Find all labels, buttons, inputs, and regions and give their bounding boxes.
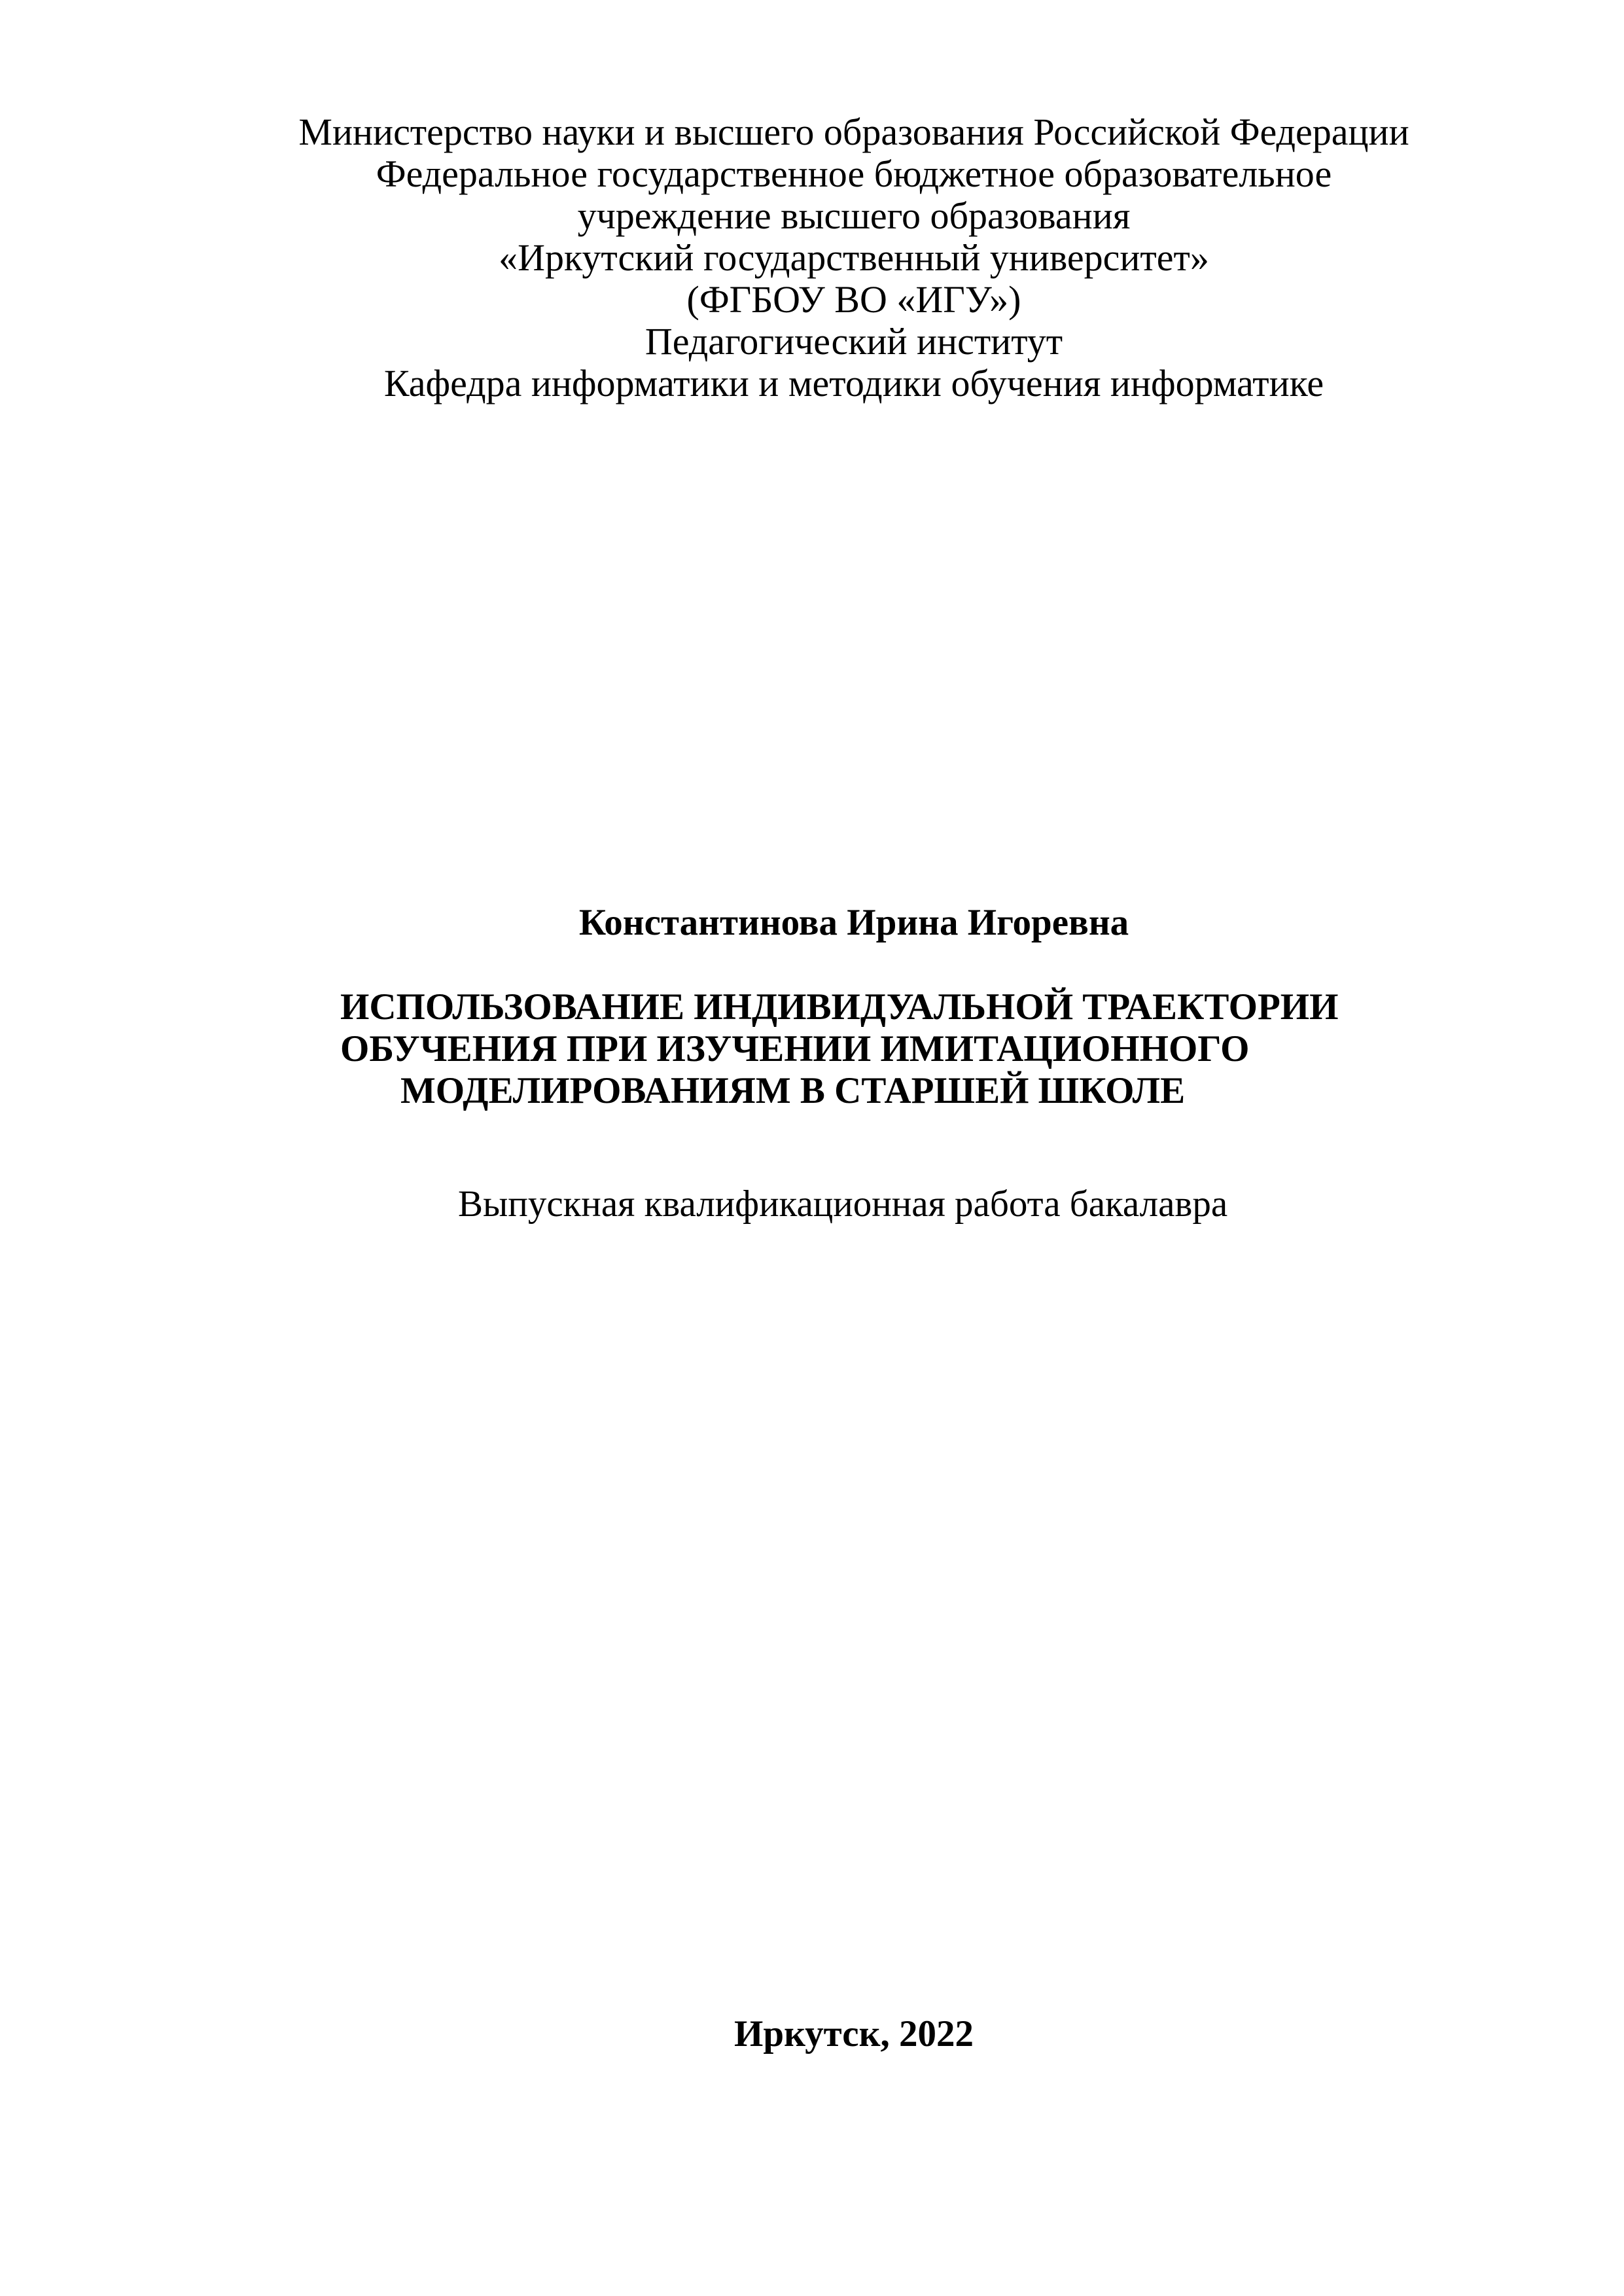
institution-type-line-2: учреждение высшего образования [577, 194, 1131, 237]
institution-type-line: Федеральное государственное бюджетное образовательное [376, 152, 1332, 195]
university-abbreviation-line: (ФГБОУ ВО «ИГУ») [686, 278, 1021, 321]
work-type: Выпускная квалификационная работа бакалавра [458, 1183, 1228, 1225]
university-name-line: «Иркутский государственный университет» [499, 236, 1209, 279]
ministry-line: Министерство науки и высшего образования Российской Федерации [298, 111, 1409, 153]
author-name: Константинова Ирина Игоревна [578, 902, 1129, 943]
thesis-title-line-3: МОДЕЛИРОВАНИЯМ В СТАРШЕЙ ШКОЛЕ [400, 1070, 1186, 1111]
institute-line: Педагогический институт [644, 320, 1063, 363]
department-line: Кафедра информатики и методики обучения информатике [383, 362, 1324, 404]
institution-header [0, 111, 1624, 404]
thesis-title-line-2: ОБУЧЕНИЯ ПРИ ИЗУЧЕНИИ ИМИТАЦИОННОГО [340, 1028, 1250, 1069]
city-year: Иркутск, 2022 [734, 2013, 974, 2054]
thesis-title-line-1: ИСПОЛЬЗОВАНИЕ ИНДИВИДУАЛЬНОЙ ТРАЕКТОРИИ [340, 986, 1339, 1028]
